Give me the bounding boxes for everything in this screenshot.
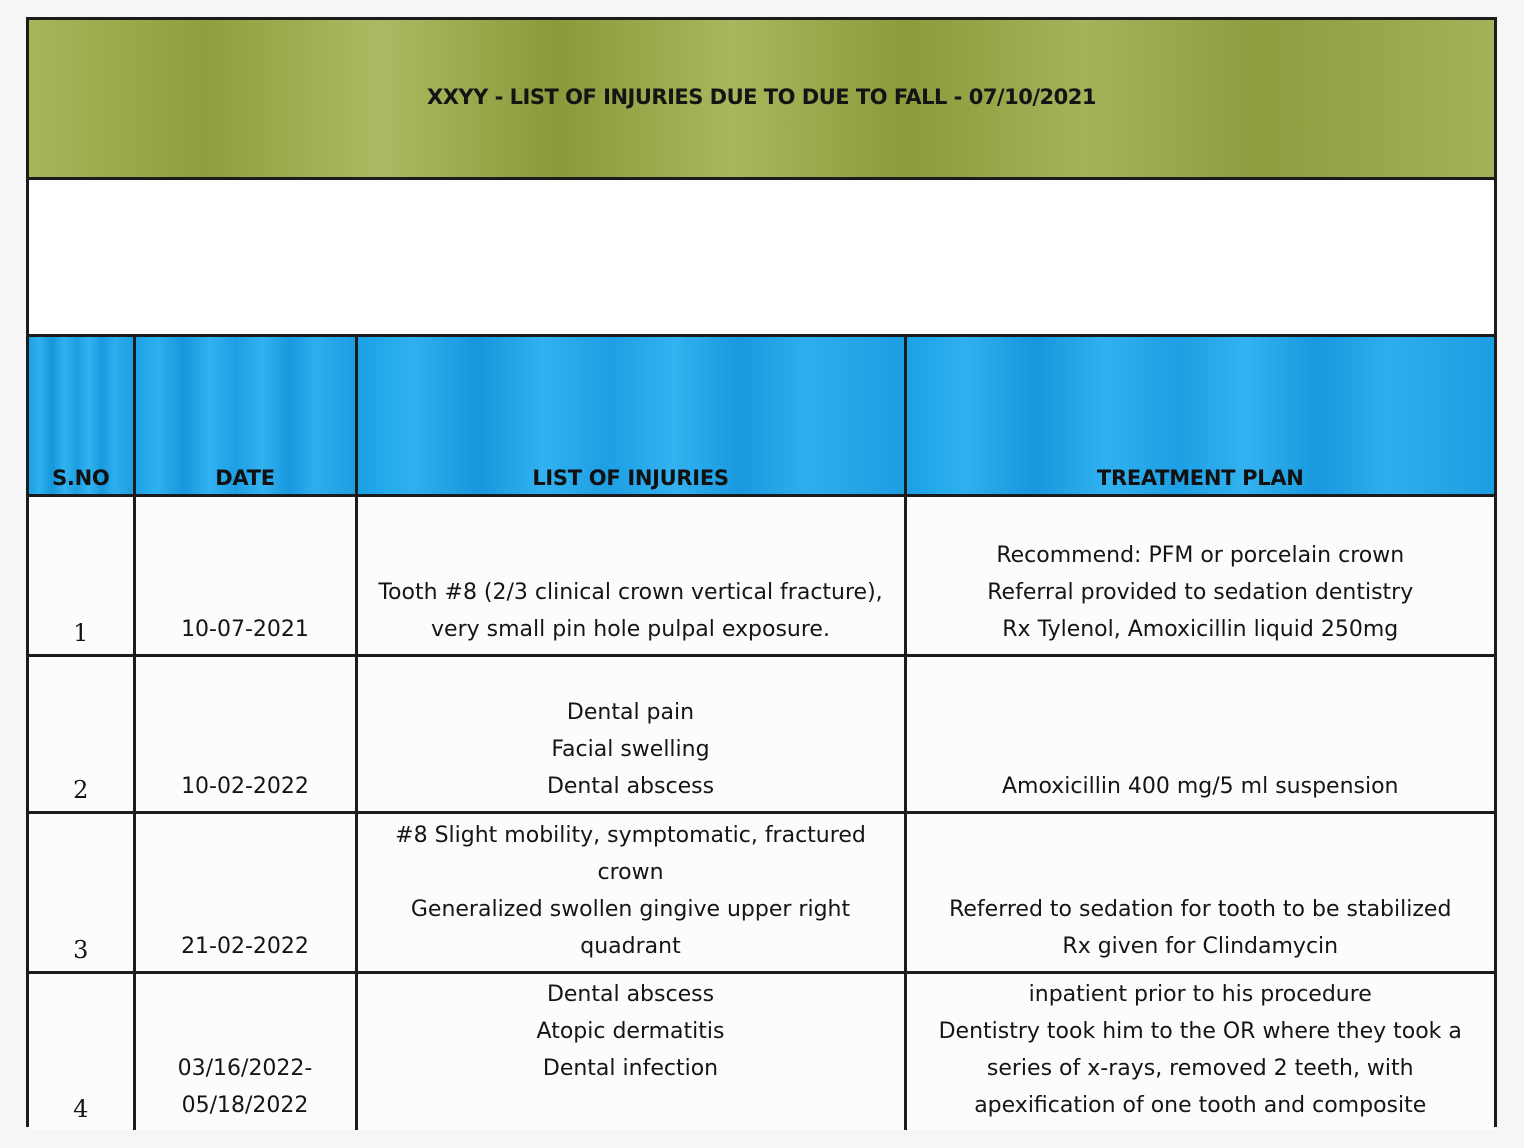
treatment-line: Rx given for Clindamycin bbox=[1062, 933, 1339, 959]
table-row bbox=[29, 495, 1494, 655]
treatment-line: Dentistry took him to the OR where they took a bbox=[938, 1019, 1462, 1044]
treatment-line: Rx Tylenol, Amoxicillin liquid 250mg bbox=[1002, 616, 1399, 642]
treatment-line: Referred to sedation for tooth to be stabilized bbox=[949, 896, 1452, 922]
cell-injuries bbox=[356, 812, 905, 972]
treatment-line: Referral provided to sedation dentistry bbox=[987, 579, 1414, 605]
injury-line: Dental abscess bbox=[546, 773, 715, 799]
cell-treatment bbox=[905, 812, 1494, 972]
table-header bbox=[29, 337, 1494, 495]
column-header-injuries: LIST OF INJURIES bbox=[356, 337, 905, 495]
column-header-sno: S.NO bbox=[29, 337, 134, 495]
injury-line: Tooth #8 (2/3 clinical crown vertical fracture), bbox=[378, 579, 883, 605]
treatment-line: series of x-rays, removed 2 teeth, with bbox=[986, 1056, 1414, 1081]
injury-report-sheet bbox=[26, 17, 1497, 1127]
table-row bbox=[29, 972, 1494, 1130]
date-line: 10-07-2021 bbox=[181, 616, 309, 642]
injury-line: crown bbox=[597, 859, 664, 885]
cell-date bbox=[134, 812, 356, 972]
injury-line: Dental abscess bbox=[546, 982, 715, 1007]
cell-sno: 1 bbox=[29, 495, 134, 655]
header-row bbox=[29, 337, 1494, 495]
table-body bbox=[29, 495, 1494, 1130]
treatment-line: Amoxicillin 400 mg/5 ml suspension bbox=[1002, 773, 1399, 799]
cell-injuries bbox=[356, 655, 905, 812]
cell-injuries bbox=[356, 972, 905, 1130]
title-band bbox=[29, 20, 1494, 180]
cell-treatment bbox=[905, 972, 1494, 1130]
cell-treatment bbox=[905, 495, 1494, 655]
cell-sno: 4 bbox=[29, 972, 134, 1130]
injury-line: quadrant bbox=[580, 933, 681, 959]
cell-date bbox=[134, 655, 356, 812]
treatment-line: apexification of one tooth and composite bbox=[974, 1093, 1427, 1118]
table-row bbox=[29, 812, 1494, 972]
date-line: 21-02-2022 bbox=[181, 933, 309, 959]
document-title: XXYY - LIST OF INJURIES DUE TO DUE TO FALL - 07/10/2021 bbox=[427, 84, 1096, 109]
cell-treatment bbox=[905, 655, 1494, 812]
cell-date bbox=[134, 972, 356, 1130]
column-header-date: DATE bbox=[134, 337, 356, 495]
cell-sno: 3 bbox=[29, 812, 134, 972]
table-row bbox=[29, 655, 1494, 812]
injury-line: Dental infection bbox=[542, 1056, 719, 1081]
treatment-line: Recommend: PFM or porcelain crown bbox=[996, 542, 1405, 568]
column-header-treatment: TREATMENT PLAN bbox=[905, 337, 1494, 495]
cell-sno: 2 bbox=[29, 655, 134, 812]
injuries-table bbox=[29, 337, 1494, 1130]
treatment-line: inpatient prior to his procedure bbox=[1028, 982, 1372, 1007]
injury-line: #8 Slight mobility, symptomatic, fractured bbox=[395, 822, 866, 848]
cell-date bbox=[134, 495, 356, 655]
injury-line: Atopic dermatitis bbox=[536, 1019, 725, 1044]
date-line: 05/18/2022 bbox=[181, 1093, 309, 1118]
injury-line-spacer bbox=[362, 1087, 900, 1124]
injury-line: Dental pain bbox=[566, 699, 695, 725]
cell-injuries bbox=[356, 495, 905, 655]
injury-line: Facial swelling bbox=[551, 736, 710, 762]
injury-line: very small pin hole pulpal exposure. bbox=[431, 616, 830, 642]
date-line: 10-02-2022 bbox=[181, 773, 309, 799]
date-line: 03/16/2022- bbox=[177, 1056, 313, 1081]
injury-line: Generalized swollen gingive upper right bbox=[410, 896, 851, 922]
blank-spacer-row bbox=[29, 180, 1494, 337]
